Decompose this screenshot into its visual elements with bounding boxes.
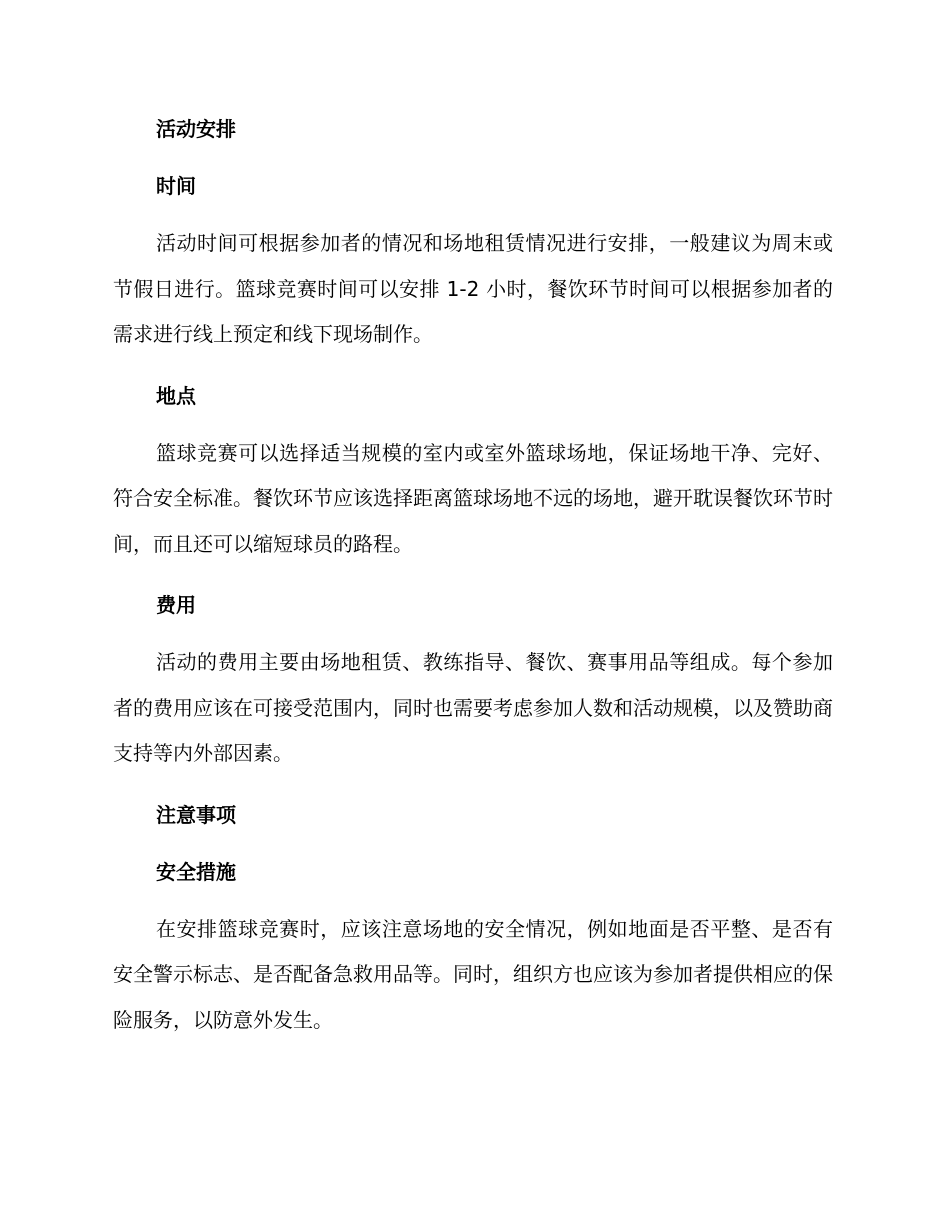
section-heading-activity-arrangement: 活动安排	[156, 117, 236, 141]
section-heading-notes: 注意事项	[156, 802, 236, 827]
section-heading-safety: 安全措施	[156, 859, 236, 884]
paragraph-location: 篮球竞赛可以选择适当规模的室内或室外篮球场地，保证场地干净、完好、符合安全标准。餐饮环节应该选择距离篮球场地不远的场地，避开耽误餐饮环节时间，而且还可以缩短球员的路程。	[113, 440, 833, 556]
section-heading-time: 时间	[156, 174, 196, 198]
document-body	[113, 112, 833, 1064]
paragraph-cost: 活动的费用主要由场地租赁、教练指导、餐饮、赛事用品等组成。每个参加者的费用应该在可接受范围内，同时也需要考虑参加人数和活动规模，以及赞助商支持等内外部因素。	[113, 650, 833, 765]
paragraph-safety: 在安排篮球竞赛时，应该注意场地的安全情况，例如地面是否平整、是否有安全警示标志、是否配备急救用品等。同时，组织方也应该为参加者提供相应的保险服务，以防意外发生。	[113, 916, 833, 1032]
section-heading-location: 地点	[156, 383, 196, 408]
paragraph-time: 活动时间可根据参加者的情况和场地租赁情况进行安排，一般建议为周末或节假日进行。篮球竞赛时间可以安排 1-2 小时，餐饮环节时间可以根据参加者的需求进行线上预定和线下现场制作。	[113, 231, 833, 346]
section-heading-cost: 费用	[156, 593, 196, 617]
